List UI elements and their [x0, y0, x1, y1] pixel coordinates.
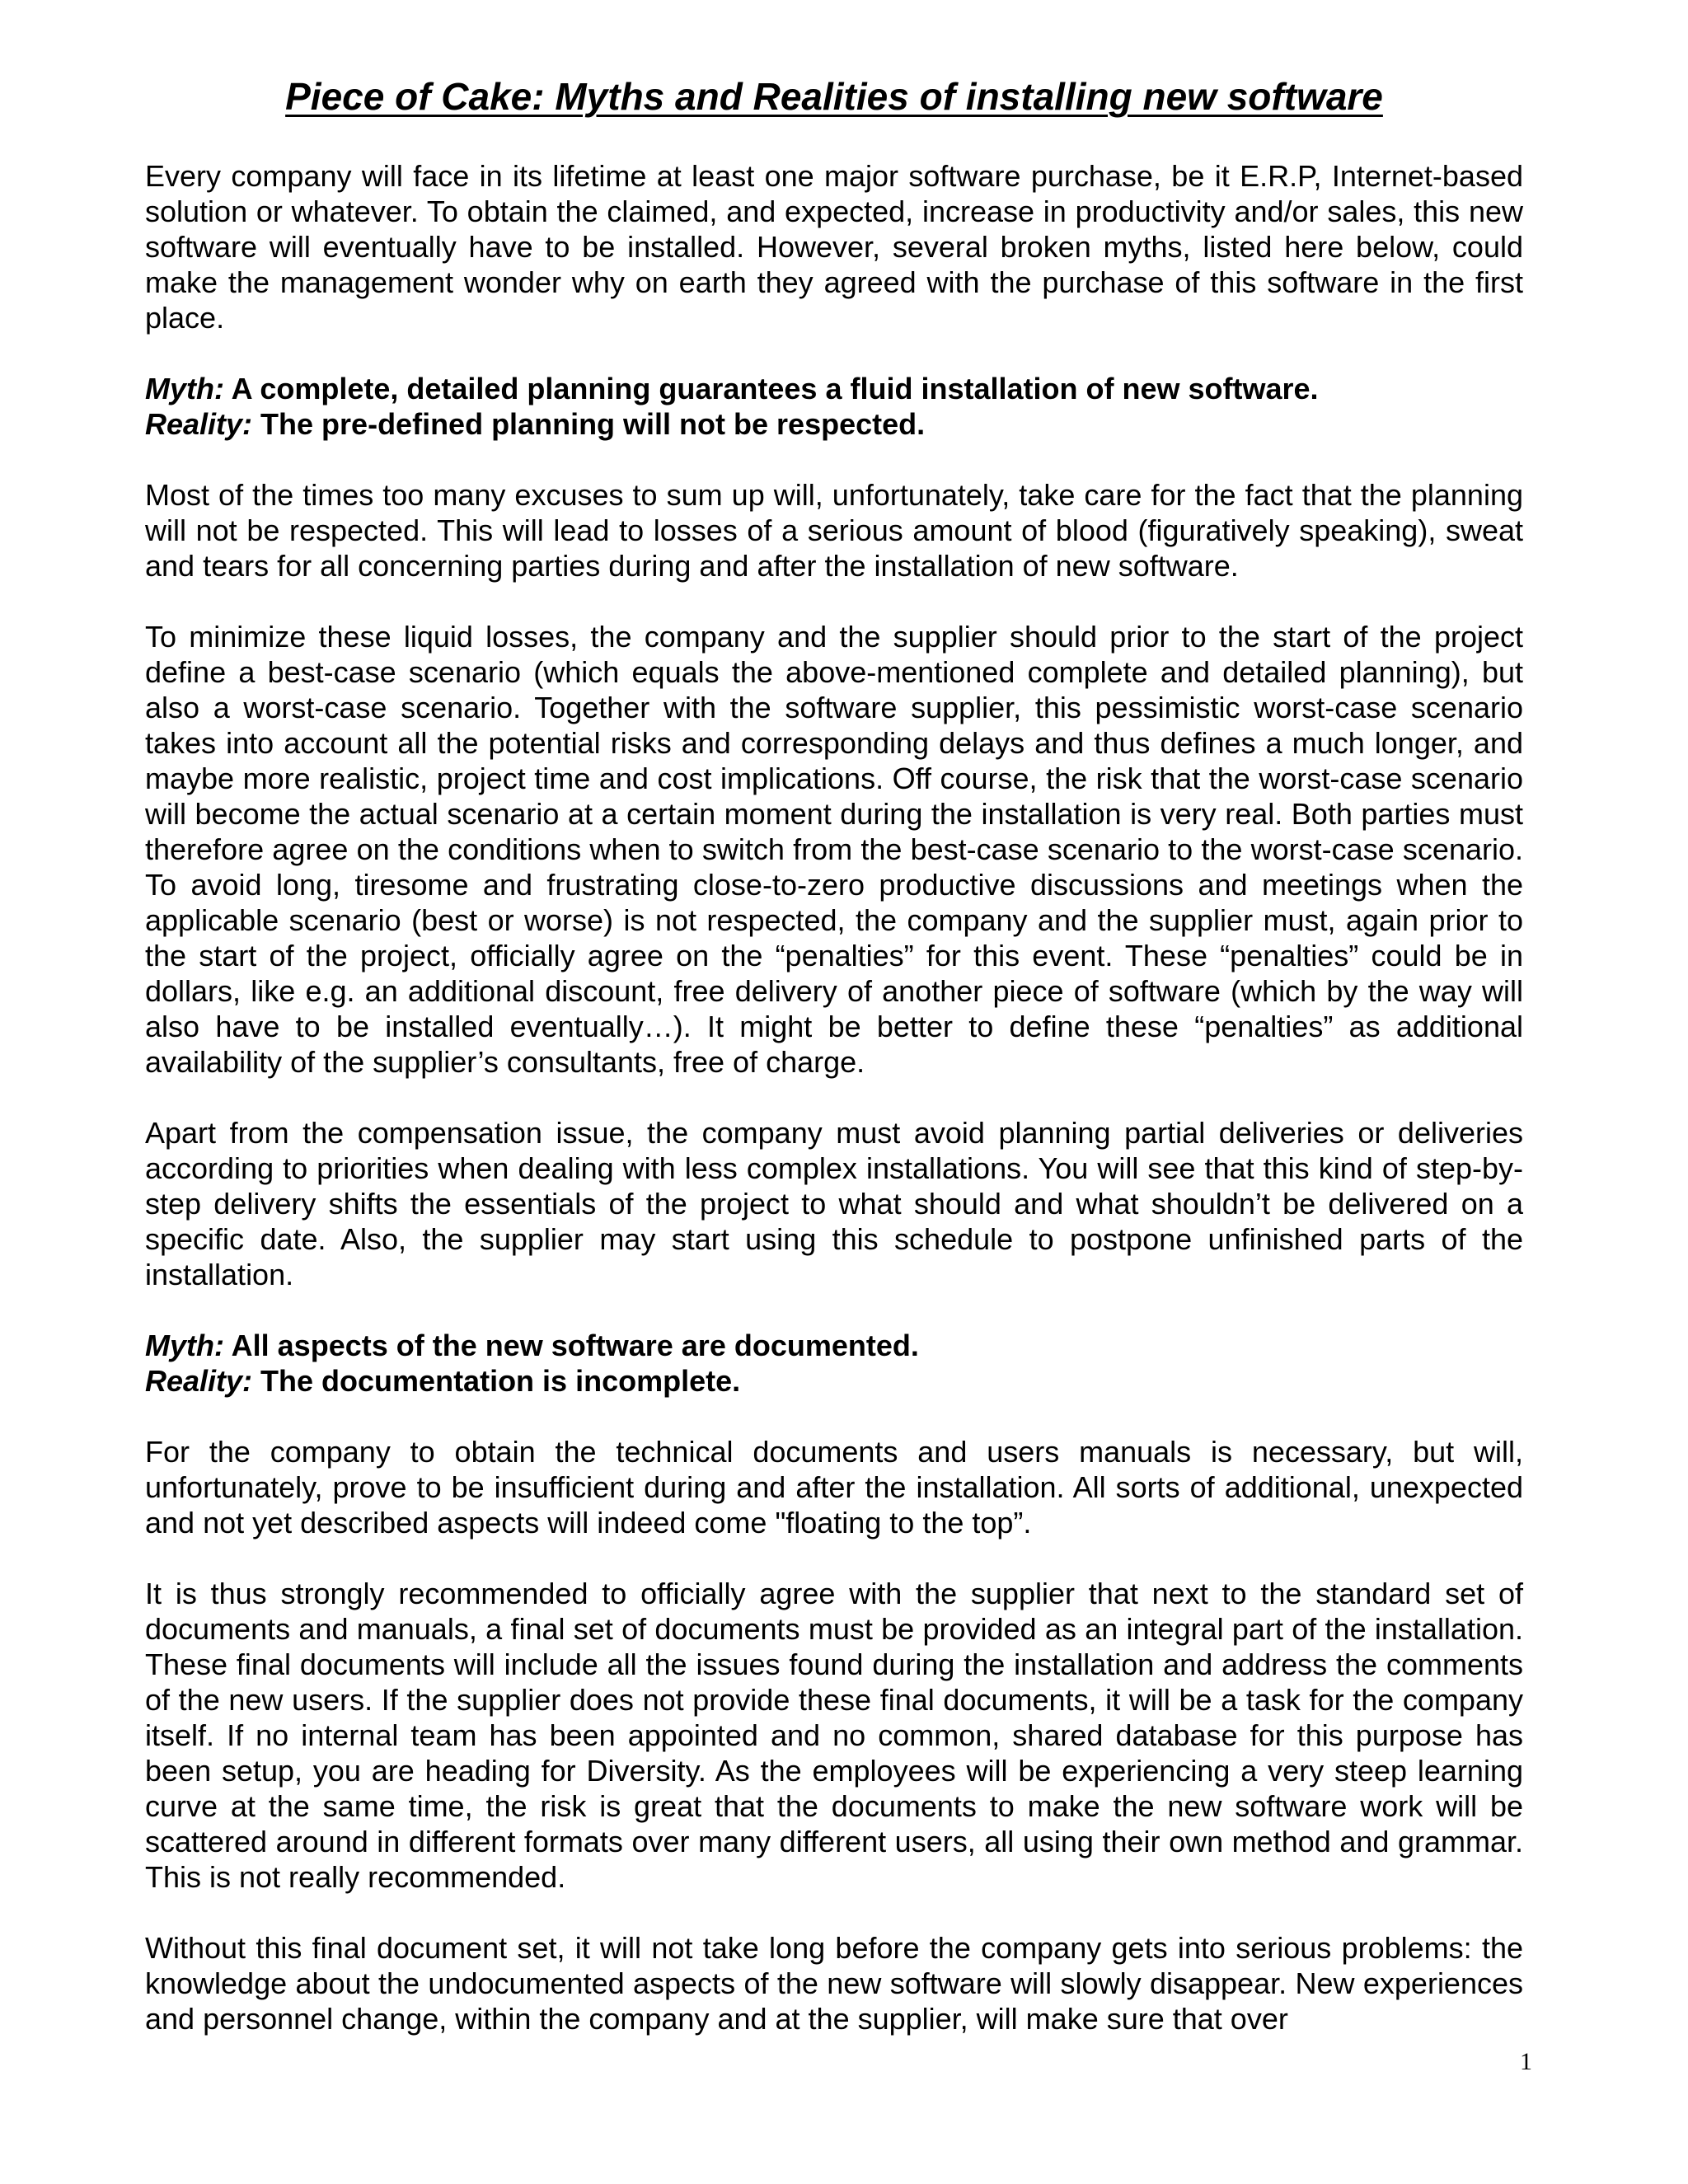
myth-line — [145, 371, 1523, 406]
myth-label: Myth: — [145, 372, 224, 405]
intro-paragraph: Every company will face in its lifetime at least one major software purchase, be it E.R.P, Internet-based solution or whatever. To obtain the claimed, and expected, increase in productivity and/or sales, this new software will eventually have to be installed. However, several broken myths, listed here below, could make the management wonder why on earth they agreed with the purchase of this software in the first place. — [145, 159, 1523, 335]
myth-text: A complete, detailed planning guarantees a fluid installation of new software. — [223, 372, 1319, 405]
page-number: 1 — [1520, 2048, 1532, 2075]
myth-text: All aspects of the new software are documented. — [223, 1329, 919, 1362]
reality-label: Reality: — [145, 407, 253, 441]
document-page — [145, 66, 1523, 2072]
body-paragraph: It is thus strongly recommended to officially agree with the supplier that next to the standard set of documents and manuals, a final set of documents must be provided as an integral part of the installation. These final documents will include all the issues found during the installation and address the comments of the new users. If the supplier does not provide these final documents, it will be a task for the company itself. If no internal team has been appointed and no common, shared database for this purpose has been setup, you are heading for Diversity. As the employees will be experiencing a very steep learning curve at the same time, the risk is great that the documents to make the new software work will be scattered around in different formats over many different users, all using their own method and grammar. This is not really recommended. — [145, 1577, 1523, 1894]
body-paragraph: Without this final document set, it will not take long before the company gets into serious problems: the knowledge about the undocumented aspects of the new software will slowly disappear. New experiences and personnel change, within the company and at the supplier, will make sure that over — [145, 1931, 1523, 2036]
document-title: Piece of Cake: Myths and Realities of installing new software — [285, 75, 1383, 118]
myth-reality-block — [145, 371, 1523, 442]
reality-text: The documentation is incomplete. — [252, 1364, 741, 1398]
myth-reality-block — [145, 1328, 1523, 1399]
body-paragraph: For the company to obtain the technical documents and users manuals is necessary, but will, unfortunately, prove to be insufficient during and after the installation. All sorts of additional, unexpected and not yet described aspects will indeed come "floating to the top”. — [145, 1435, 1523, 1540]
myth-label: Myth: — [145, 1329, 224, 1362]
body-paragraph: To minimize these liquid losses, the company and the supplier should prior to the start of the project define a best-case scenario (which equals the above-mentioned complete and detailed planning), but also a worst-case scenario. Together with the software supplier, this pessimistic worst-case scenario takes into account all the potential risks and corresponding delays and thus defines a much longer, and maybe more realistic, project time and cost implications. Off course, the risk that the worst-case scenario will become the actual scenario at a certain moment during the installation is very real. Both parties must therefore agree on the conditions when to switch from the best-case scenario to the worst-case scenario. To avoid long, tiresome and frustrating close-to-zero productive discussions and meetings when the applicable scenario (best or worse) is not respected, the company and the supplier must, again prior to the start of the project, officially agree on the “penalties” for this event. These “penalties” could be in dollars, like e.g. an additional discount, free delivery of another piece of software (which by the way will also have to be installed eventually…). It might be better to define these “penalties” as additional availability of the supplier’s consultants, free of charge. — [145, 620, 1523, 1079]
myth-line — [145, 1328, 1523, 1363]
reality-line — [145, 1363, 1523, 1399]
body-paragraph: Apart from the compensation issue, the company must avoid planning partial deliveries or deliveries according to priorities when dealing with less complex installations. You will see that this kind of step-by-step delivery shifts the essentials of the project to what should and what shouldn’t be delivered on a specific date. Also, the supplier may start using this schedule to postpone unfinished parts of the installation. — [145, 1116, 1523, 1291]
reality-label: Reality: — [145, 1364, 253, 1398]
body-paragraph: Most of the times too many excuses to sum up will, unfortunately, take care for the fact that the planning will not be respected. This will lead to losses of a serious amount of blood (figuratively speaking), sweat and tears for all concerning parties during and after the installation of new software. — [145, 478, 1523, 583]
reality-text: The pre-defined planning will not be respected. — [252, 407, 926, 441]
reality-line — [145, 406, 1523, 442]
